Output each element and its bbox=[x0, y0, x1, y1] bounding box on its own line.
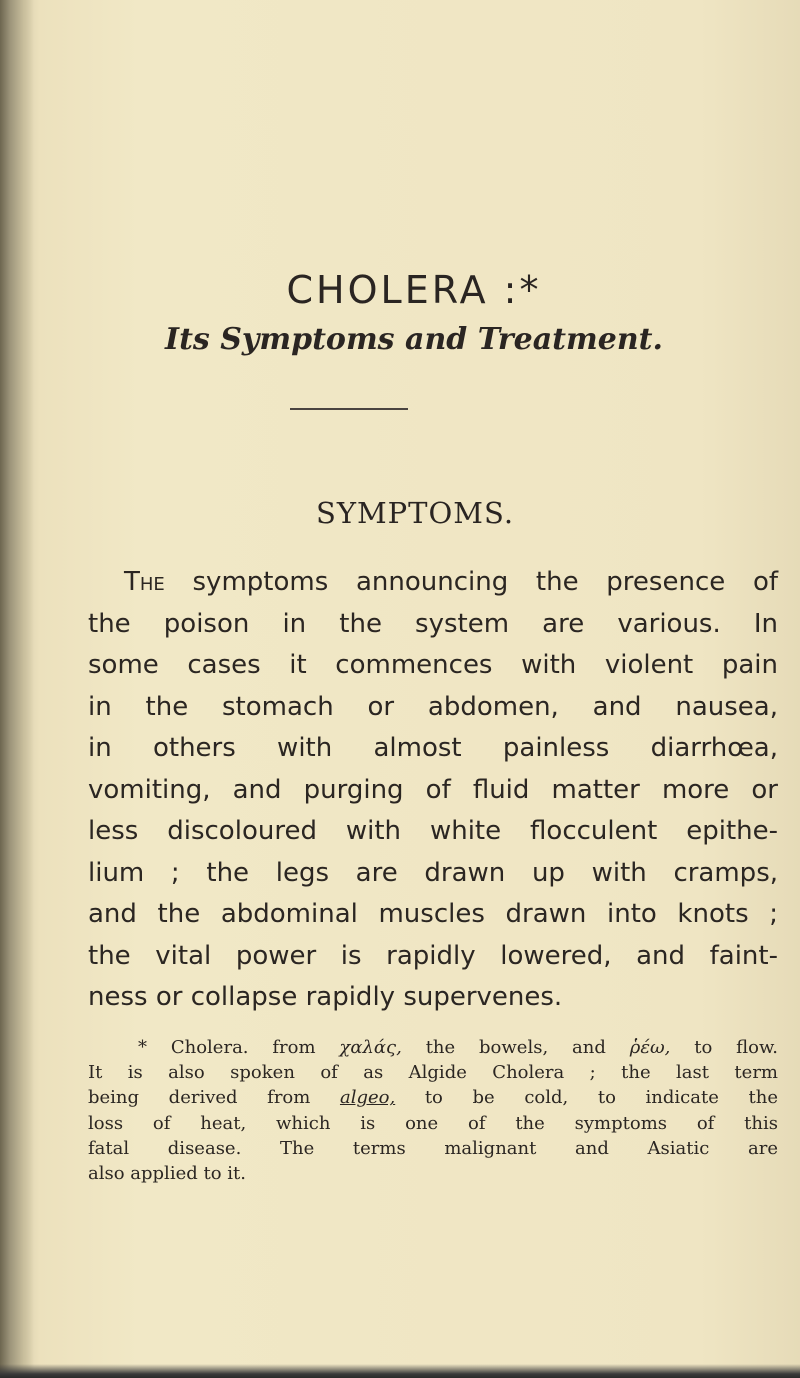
page-title: CHOLERA :* bbox=[286, 268, 542, 312]
body-line-text: symptoms announcing the presence of bbox=[192, 567, 779, 597]
first-word: The bbox=[124, 567, 165, 597]
page-spine-shadow bbox=[0, 0, 34, 1378]
footnote-line bbox=[88, 1035, 778, 1060]
body-line: some cases it commences with violent pain bbox=[88, 650, 778, 680]
body-line: lium ; the legs are drawn up with cramps, bbox=[88, 857, 778, 888]
footnote bbox=[88, 1035, 778, 1186]
body-line: in others with almost painless diarrhœa, bbox=[88, 733, 778, 763]
footnote-line: also applied to it. bbox=[88, 1163, 246, 1185]
body-line: vomiting, and purging of fluid matter more or bbox=[88, 774, 778, 805]
footnote-text: to flow. bbox=[694, 1037, 778, 1058]
divider-rule bbox=[290, 408, 408, 410]
body-line: less discoloured with white flocculent epithe- bbox=[88, 816, 778, 846]
body-line: ness or collapse rapidly supervenes. bbox=[88, 982, 563, 1012]
latin-word: algeo, bbox=[339, 1087, 396, 1109]
footnote-line: loss of heat, which is one of the symptoms of this bbox=[88, 1112, 778, 1134]
greek-word: ῥέω, bbox=[629, 1037, 671, 1058]
footnote-line bbox=[88, 1085, 778, 1110]
body-line: the vital power is rapidly lowered, and faint- bbox=[88, 940, 778, 971]
page-bottom-edge bbox=[0, 1364, 800, 1378]
body-line: in the stomach or abdomen, and nausea, bbox=[88, 691, 778, 722]
footnote-text: * Cholera. from bbox=[138, 1037, 316, 1058]
footnote-text: the bowels, and bbox=[425, 1037, 606, 1058]
body-line bbox=[88, 562, 778, 604]
page-subtitle: Its Symptoms and Treatment. bbox=[165, 322, 663, 357]
greek-word: χαλάς, bbox=[339, 1037, 402, 1058]
footnote-line: It is also spoken of as Algide Cholera ; the last term bbox=[88, 1062, 778, 1084]
section-heading: SYMPTOMS. bbox=[315, 496, 515, 530]
footnote-text: being derived from bbox=[88, 1087, 311, 1109]
body-paragraph bbox=[88, 562, 778, 1019]
footnote-text: to be cold, to indicate the bbox=[424, 1087, 778, 1109]
footnote-line: fatal disease. The terms malignant and Asiatic are bbox=[88, 1137, 778, 1159]
body-line: and the abdominal muscles drawn into knots ; bbox=[88, 899, 778, 929]
body-line: the poison in the system are various. In bbox=[88, 608, 778, 639]
